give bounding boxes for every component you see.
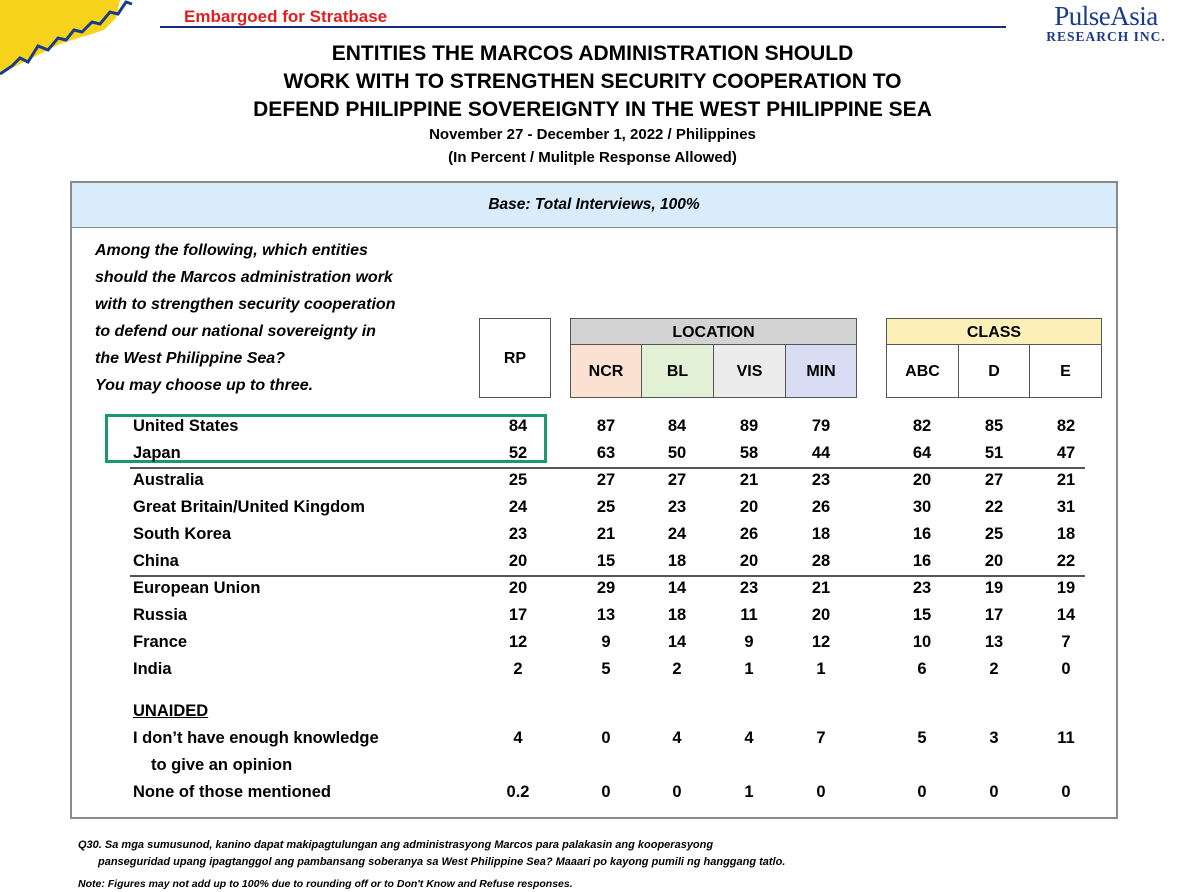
table-cell: 1 (744, 660, 754, 678)
question-line: to defend our national sovereignty in (95, 323, 376, 340)
table-cell: 20 (811, 606, 831, 624)
header-d: D (958, 344, 1030, 398)
table-cell: 25 (508, 471, 528, 489)
table-cell: 4 (672, 729, 682, 747)
header-min: MIN (785, 344, 857, 398)
question-line: Among the following, which entities (95, 242, 368, 259)
table-cell: 64 (912, 444, 932, 462)
table-cell: 1 (816, 660, 826, 678)
table-cell: 12 (508, 633, 528, 651)
brand-subtitle: RESEARCH INC. (1046, 29, 1166, 44)
row-label: United States (133, 417, 239, 435)
table-cell: 0 (601, 729, 611, 747)
row-label: I don’t have enough knowledge (133, 729, 379, 747)
table-cell: 23 (508, 525, 528, 543)
table-cell: 0 (1061, 660, 1071, 678)
table-cell: 14 (667, 633, 687, 651)
table-cell: 23 (811, 471, 831, 489)
header-e: E (1029, 344, 1102, 398)
table-cell: 10 (912, 633, 932, 651)
table-cell: 12 (811, 633, 831, 651)
table-cell: 89 (739, 417, 759, 435)
table-cell: 52 (508, 444, 528, 462)
row-label: Russia (133, 606, 188, 624)
table-cell: 0 (601, 783, 611, 801)
table-cell: 79 (811, 417, 831, 435)
row-label: European Union (133, 579, 261, 597)
table-cell: 26 (811, 498, 831, 516)
header-rp: RP (479, 318, 551, 398)
table-cell: 21 (1056, 471, 1076, 489)
table-cell: 20 (739, 498, 759, 516)
embargo-notice: Embargoed for Stratbase (184, 7, 388, 26)
row-separator (130, 575, 1085, 577)
table-cell: 9 (744, 633, 754, 651)
row-label: India (133, 660, 172, 678)
table-cell: 13 (596, 606, 616, 624)
table-cell: 22 (1056, 552, 1076, 570)
table-cell: 21 (596, 525, 616, 543)
table-cell: 15 (912, 606, 932, 624)
table-cell: 5 (601, 660, 611, 678)
table-cell: 15 (596, 552, 616, 570)
table-cell: 87 (596, 417, 616, 435)
header-abc: ABC (886, 344, 959, 398)
table-cell: 20 (508, 579, 528, 597)
table-cell: 51 (984, 444, 1004, 462)
header-bl: BL (641, 344, 714, 398)
table-cell: 0 (1061, 783, 1071, 801)
header-divider (160, 26, 1006, 28)
table-cell: 85 (984, 417, 1004, 435)
question-line: the West Philippine Sea? (95, 350, 285, 367)
table-cell: 21 (739, 471, 759, 489)
table-cell: 18 (1056, 525, 1076, 543)
footer-q30-line2: panseguridad upang ipagtanggol ang pambansang soberanya sa West Philippine Sea? Maaari po kayong pumili ng hanggang tatlo. (98, 856, 786, 868)
question-line: You may choose up to three. (95, 377, 314, 394)
table-cell: 82 (1056, 417, 1076, 435)
table-cell: 4 (744, 729, 754, 747)
table-cell: 23 (739, 579, 759, 597)
table-cell: 31 (1056, 498, 1076, 516)
pulse-asia-logo (1036, 2, 1176, 44)
table-cell: 16 (912, 552, 932, 570)
table-cell: 17 (508, 606, 528, 624)
row-label: Australia (133, 471, 204, 489)
table-cell: 19 (984, 579, 1004, 597)
table-cell: 13 (984, 633, 1004, 651)
table-cell: 18 (811, 525, 831, 543)
table-cell: 0 (816, 783, 826, 801)
table-cell: 25 (984, 525, 1004, 543)
table-cell: 4 (513, 729, 523, 747)
table-cell: 6 (917, 660, 927, 678)
footer-note: Note: Figures may not add up to 100% due to rounding off or to Don't Know and Refuse responses. (78, 878, 573, 890)
table-cell: 47 (1056, 444, 1076, 462)
table-cell: 9 (601, 633, 611, 651)
table-cell: 0 (989, 783, 999, 801)
table-cell: 28 (811, 552, 831, 570)
survey-note: (In Percent / Mulitple Response Allowed) (448, 149, 737, 166)
footer-q30-line1: Q30. Sa mga sumusunod, kanino dapat makipagtulungan ang administrasyong Marcos para palakasin ang kooperasyong (78, 839, 714, 851)
table-cell: 17 (984, 606, 1004, 624)
table-cell: 27 (984, 471, 1004, 489)
row-label-continuation: to give an opinion (151, 756, 293, 774)
title-line-1: ENTITIES THE MARCOS ADMINISTRATION SHOULD (331, 42, 854, 65)
table-cell: 27 (667, 471, 687, 489)
table-cell: 7 (1061, 633, 1071, 651)
header-location: LOCATION (570, 318, 857, 345)
table-cell: 21 (811, 579, 831, 597)
table-cell: 24 (667, 525, 687, 543)
table-cell: 0 (917, 783, 927, 801)
unaided-heading: UNAIDED (133, 702, 209, 720)
table-cell: 20 (984, 552, 1004, 570)
table-cell: 26 (739, 525, 759, 543)
survey-date: November 27 - December 1, 2022 / Philippines (429, 126, 756, 143)
table-cell: 22 (984, 498, 1004, 516)
row-label: France (133, 633, 188, 651)
table-cell: 2 (989, 660, 999, 678)
row-separator (130, 467, 1085, 469)
sun-logo-icon (0, 0, 140, 80)
table-cell: 7 (816, 729, 826, 747)
table-cell: 14 (1056, 606, 1076, 624)
table-cell: 2 (513, 660, 523, 678)
question-line: with to strengthen security cooperation (95, 296, 396, 313)
table-cell: 1 (744, 783, 754, 801)
table-cell: 25 (596, 498, 616, 516)
row-label: China (133, 552, 179, 570)
header-ncr: NCR (570, 344, 642, 398)
row-label: South Korea (133, 525, 232, 543)
table-cell: 19 (1056, 579, 1076, 597)
table-cell: 11 (740, 606, 758, 624)
table-cell: 2 (672, 660, 682, 678)
table-cell: 63 (596, 444, 616, 462)
table-cell: 18 (667, 552, 687, 570)
row-label: Great Britain/United Kingdom (133, 498, 365, 516)
table-cell: 30 (912, 498, 932, 516)
table-cell: 11 (1057, 729, 1075, 747)
row-label: Japan (133, 444, 181, 462)
title-line-2: WORK WITH TO STRENGTHEN SECURITY COOPERATION TO (283, 70, 902, 93)
table-cell: 58 (739, 444, 759, 462)
table-cell: 82 (912, 417, 932, 435)
table-cell: 29 (596, 579, 616, 597)
table-cell: 50 (667, 444, 687, 462)
brand-name: PulseAsia (1054, 1, 1158, 31)
table-cell: 84 (667, 417, 687, 435)
table-cell: 23 (912, 579, 932, 597)
table-cell: 3 (989, 729, 999, 747)
question-line: should the Marcos administration work (95, 269, 393, 286)
table-cell: 84 (508, 417, 528, 435)
table-cell: 27 (596, 471, 616, 489)
base-bar: Base: Total Interviews, 100% (72, 183, 1116, 228)
table-cell: 16 (912, 525, 932, 543)
table-cell: 20 (912, 471, 932, 489)
table-cell: 44 (811, 444, 831, 462)
table-cell: 20 (508, 552, 528, 570)
table-cell: 24 (508, 498, 528, 516)
row-label: None of those mentioned (133, 783, 331, 801)
table-cell: 18 (667, 606, 687, 624)
title-line-3: DEFEND PHILIPPINE SOVEREIGNTY IN THE WEST PHILIPPINE SEA (253, 98, 932, 121)
header-vis: VIS (713, 344, 786, 398)
table-cell: 5 (917, 729, 927, 747)
table-cell: 20 (739, 552, 759, 570)
header-class: CLASS (886, 318, 1102, 345)
table-cell: 23 (667, 498, 687, 516)
table-cell: 0.2 (506, 783, 530, 801)
table-cell: 0 (672, 783, 682, 801)
table-cell: 14 (667, 579, 687, 597)
